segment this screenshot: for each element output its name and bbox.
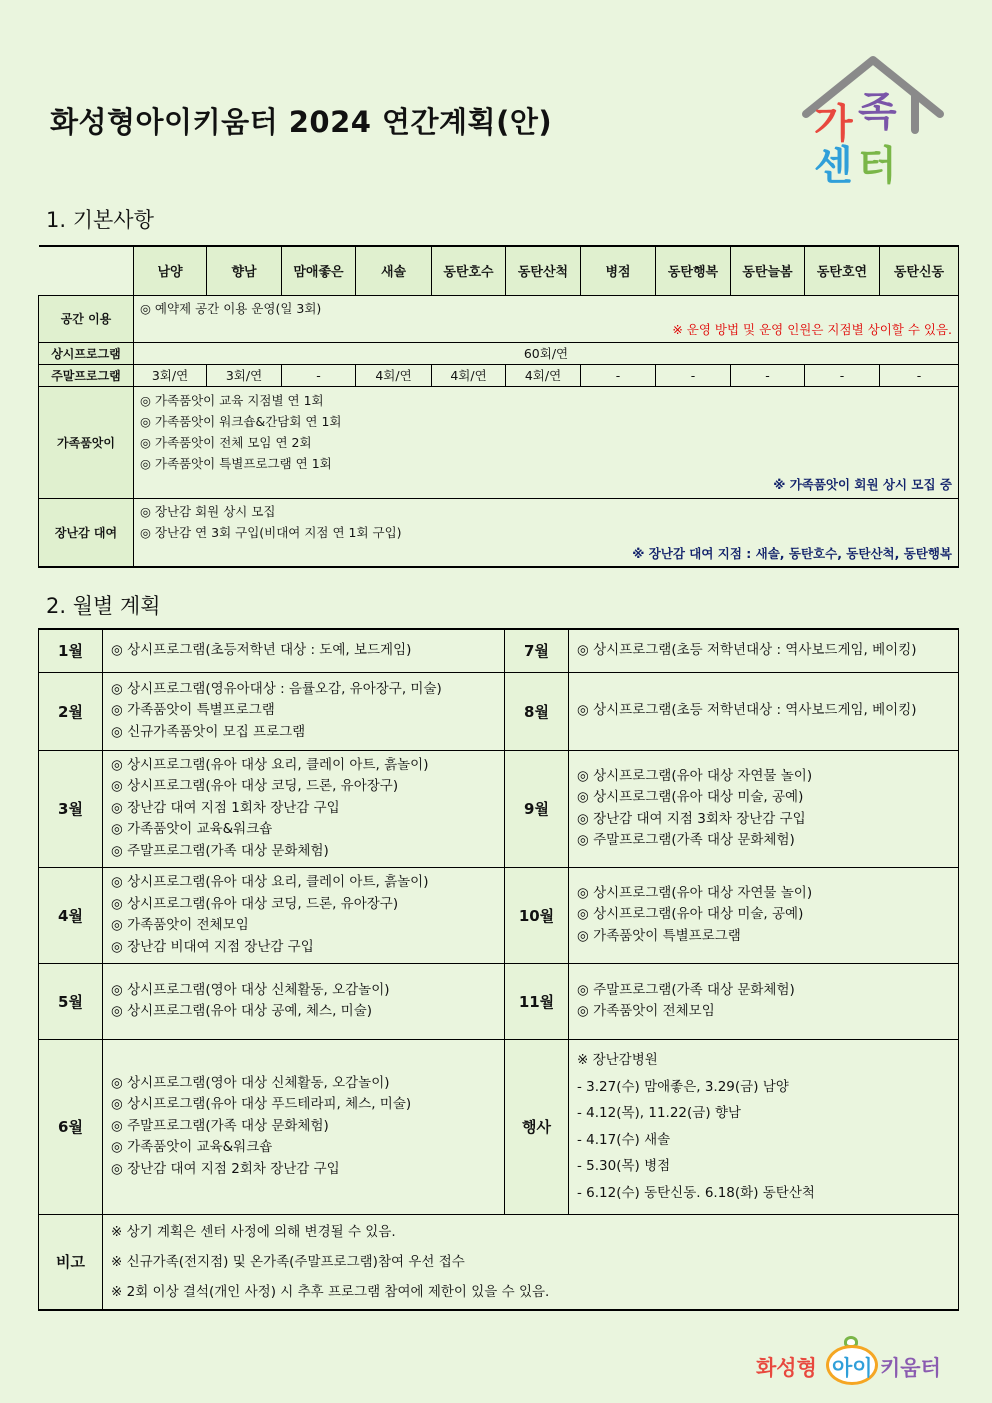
weekend-count: 3회/연 <box>134 364 207 386</box>
plan-item: ◎ 가족품앗이 전체모임 <box>577 1003 715 1019</box>
plan-item: ◎ 가족품앗이 전체모임 <box>111 917 249 933</box>
plan-item: ◎ 상시프로그램(영유아대상 : 음률오감, 유아장구, 미술) <box>111 680 442 697</box>
family-item: ◎ 가족품앗이 교육 지점별 연 1회 <box>140 392 324 408</box>
remarks-cell <box>103 1214 959 1310</box>
plan-item: ◎ 장난감 대여 지점 3회차 장난감 구입 <box>577 810 806 827</box>
branch-name: 동탄산척 <box>506 246 581 295</box>
plan-item: ◎ 상시프로그램(유아 대상 자연물 놀이) <box>577 767 813 784</box>
footer-logo-part: 화성형 <box>756 1356 817 1380</box>
month-label: 10월 <box>505 867 569 963</box>
month-label: 11월 <box>505 963 569 1039</box>
month-plan <box>103 750 505 867</box>
branch-header-row <box>39 246 959 295</box>
row-label: 가족품앗이 <box>39 386 134 498</box>
space-usage-cell <box>134 295 959 342</box>
plan-item: ◎ 상시프로그램(유아 대상 코딩, 드론, 유아장구) <box>111 778 399 795</box>
page-title: 화성형아이키움터 2024 연간계획(안) <box>50 105 553 139</box>
plan-item: ◎ 상시프로그램(초등 저학년대상 : 역사보드게임, 베이킹) <box>577 642 917 658</box>
weekend-count: - <box>805 364 880 386</box>
month-label: 8월 <box>505 672 569 750</box>
branch-name: 동탄행복 <box>656 246 731 295</box>
weekend-count: - <box>656 364 731 386</box>
month-plan <box>569 629 959 672</box>
plan-item: ◎ 상시프로그램(초등저학년 대상 : 도예, 보드게임) <box>111 642 412 658</box>
month-plan <box>103 1039 505 1214</box>
month-row <box>39 963 959 1039</box>
family-item: ◎ 가족품앗이 특별프로그램 연 1회 <box>140 455 332 471</box>
remark-item: ※ 2회 이상 결석(개인 사정) 시 추후 프로그램 참여에 제한이 있을 수 있음. <box>111 1283 550 1300</box>
logo-char-4: 터 <box>858 143 897 189</box>
month-row <box>39 672 959 750</box>
month-label: 9월 <box>505 750 569 867</box>
space-usage-row <box>39 295 959 342</box>
month-plan <box>103 963 505 1039</box>
month-plan <box>569 867 959 963</box>
event-item: - 4.17(수) 새솔 <box>577 1131 671 1148</box>
branch-name: 향남 <box>207 246 282 295</box>
plan-item: ◎ 상시프로그램(초등 저학년대상 : 역사보드게임, 베이킹) <box>577 702 917 719</box>
month-row <box>39 1039 959 1214</box>
weekend-count: - <box>880 364 959 386</box>
row-label: 주말프로그램 <box>39 364 134 386</box>
branch-name: 동탄호연 <box>805 246 880 295</box>
plan-item: ◎ 신규가족품앗이 모집 프로그램 <box>111 723 306 740</box>
weekend-count: - <box>731 364 805 386</box>
weekend-program-row <box>39 364 959 386</box>
remark-item: ※ 상기 계획은 센터 사정에 의해 변경될 수 있음. <box>111 1223 396 1240</box>
regular-program-row <box>39 342 959 364</box>
event-item: - 5.30(목) 병점 <box>577 1158 671 1174</box>
weekend-count: - <box>282 364 356 386</box>
family-note: ※ 가족품앗이 회원 상시 모집 중 <box>773 476 952 492</box>
toy-note: ※ 장난감 대여 지점 : 새솔, 동탄호수, 동탄산척, 동탄행복 <box>632 545 952 561</box>
family-item: ◎ 가족품앗이 전체 모임 연 2회 <box>140 434 312 450</box>
branch-name: 남양 <box>134 246 207 295</box>
footer-logo-part: 아이 <box>832 1356 873 1380</box>
month-label: 2월 <box>39 672 103 750</box>
toy-rental-row <box>39 498 959 567</box>
plan-item: ◎ 가족품앗이 특별프로그램 <box>577 927 741 944</box>
event-item: - 4.12(목), 11.22(금) 향남 <box>577 1105 741 1121</box>
logo-char-2: 족 <box>858 89 897 135</box>
plan-item: ◎ 상시프로그램(유아 대상 공예, 체스, 미술) <box>111 1003 373 1019</box>
plan-item: ◎ 가족품앗이 교육&워크숍 <box>111 1139 273 1156</box>
month-plan <box>569 672 959 750</box>
plan-item: ◎ 상시프로그램(영아 대상 신체활동, 오감놀이) <box>111 1074 390 1091</box>
plan-item: ◎ 상시프로그램(유아 대상 미술, 공예) <box>577 789 804 805</box>
month-label: 1월 <box>39 629 103 672</box>
family-center-logo <box>800 52 950 197</box>
toy-item: ◎ 장난감 회원 상시 모집 <box>140 503 276 519</box>
event-plan <box>569 1039 959 1214</box>
remarks-row <box>39 1214 959 1310</box>
footer-logo-part: 키움터 <box>880 1356 941 1380</box>
plan-item: ◎ 주말프로그램(가족 대상 문화체험) <box>111 1117 329 1134</box>
logo-char-3: 센 <box>814 143 853 189</box>
plan-item: ◎ 장난감 비대여 지점 장난감 구입 <box>111 938 314 955</box>
month-row <box>39 867 959 963</box>
month-row <box>39 750 959 867</box>
branch-name: 새솔 <box>356 246 432 295</box>
plan-item: ◎ 장난감 대여 지점 2회차 장난감 구입 <box>111 1160 340 1177</box>
plan-item: ◎ 가족품앗이 특별프로그램 <box>111 702 275 719</box>
plan-item: ◎ 가족품앗이 교육&워크숍 <box>111 821 273 838</box>
month-plan <box>103 867 505 963</box>
weekend-count: 4회/연 <box>432 364 506 386</box>
plan-item: ◎ 주말프로그램(가족 대상 문화체험) <box>577 981 795 998</box>
weekend-count: - <box>581 364 656 386</box>
month-label: 5월 <box>39 963 103 1039</box>
event-item: ※ 장난감병원 <box>577 1052 658 1068</box>
row-label: 상시프로그램 <box>39 342 134 364</box>
family-item: ◎ 가족품앗이 워크숍&간담회 연 1회 <box>140 413 342 429</box>
event-label: 행사 <box>505 1039 569 1214</box>
plan-item: ◎ 상시프로그램(유아 대상 미술, 공예) <box>577 906 804 923</box>
plan-item: ◎ 상시프로그램(유아 대상 요리, 클레이 아트, 흙놀이) <box>111 756 429 773</box>
row-label: 장난감 대여 <box>39 498 134 567</box>
row-label: 공간 이용 <box>39 295 134 342</box>
plan-item: ◎ 주말프로그램(가족 대상 문화체험) <box>111 842 329 859</box>
weekend-count: 3회/연 <box>207 364 282 386</box>
plan-item: ◎ 상시프로그램(유아 대상 요리, 클레이 아트, 흙놀이) <box>111 874 429 890</box>
regular-program-value: 60회/연 <box>134 342 959 364</box>
plan-item: ◎ 주말프로그램(가족 대상 문화체험) <box>577 832 795 848</box>
family-pumasi-cell <box>134 386 959 498</box>
month-plan <box>103 629 505 672</box>
month-plan <box>569 750 959 867</box>
remark-item: ※ 신규가족(전지점) 및 온가족(주말프로그램)참여 우선 접수 <box>111 1253 465 1270</box>
branch-name: 동탄신동 <box>880 246 959 295</box>
branch-name: 동탄늘봄 <box>731 246 805 295</box>
plan-item: ◎ 상시프로그램(유아 대상 자연물 놀이) <box>577 884 813 901</box>
space-usage-note: ※ 운영 방법 및 운영 인원은 지점별 상이할 수 있음. <box>672 321 952 337</box>
weekend-count: 4회/연 <box>356 364 432 386</box>
basic-info-table <box>38 245 959 568</box>
toy-rental-cell <box>134 498 959 567</box>
month-label: 6월 <box>39 1039 103 1214</box>
weekend-count: 4회/연 <box>506 364 581 386</box>
branch-name: 맘애좋은 <box>282 246 356 295</box>
plan-item: ◎ 상시프로그램(영아 대상 신체활동, 오감놀이) <box>111 981 390 998</box>
plan-item: ◎ 장난감 대여 지점 1회차 장난감 구입 <box>111 799 340 816</box>
month-label: 3월 <box>39 750 103 867</box>
month-label: 7월 <box>505 629 569 672</box>
toy-item: ◎ 장난감 연 3회 구입(비대여 지점 연 1회 구입) <box>140 524 402 540</box>
section-monthly-title: 2. 월별 계획 <box>46 594 161 618</box>
space-usage-text: ◎ 예약제 공간 이용 운영(일 3회) <box>140 300 322 316</box>
month-plan <box>569 963 959 1039</box>
branch-name: 동탄호수 <box>432 246 506 295</box>
event-item: - 6.12(수) 동탄신동. 6.18(화) 동탄산척 <box>577 1184 815 1201</box>
logo-char-1: 가 <box>814 101 853 147</box>
month-plan <box>103 672 505 750</box>
monthly-plan-table <box>38 628 959 1311</box>
branch-name: 병점 <box>581 246 656 295</box>
plan-item: ◎ 상시프로그램(유아 대상 코딩, 드론, 유아장구) <box>111 895 399 912</box>
section-basic-title: 1. 기본사항 <box>46 208 154 232</box>
family-pumasi-row <box>39 386 959 498</box>
month-label: 4월 <box>39 867 103 963</box>
plan-item: ◎ 상시프로그램(유아 대상 푸드테라피, 체스, 미술) <box>111 1096 412 1113</box>
remarks-label: 비고 <box>39 1214 103 1310</box>
month-row <box>39 629 959 672</box>
corner-cell <box>39 246 134 295</box>
footer-logo <box>756 1333 956 1393</box>
event-item: - 3.27(수) 맘애좋은, 3.29(금) 남양 <box>577 1078 789 1095</box>
